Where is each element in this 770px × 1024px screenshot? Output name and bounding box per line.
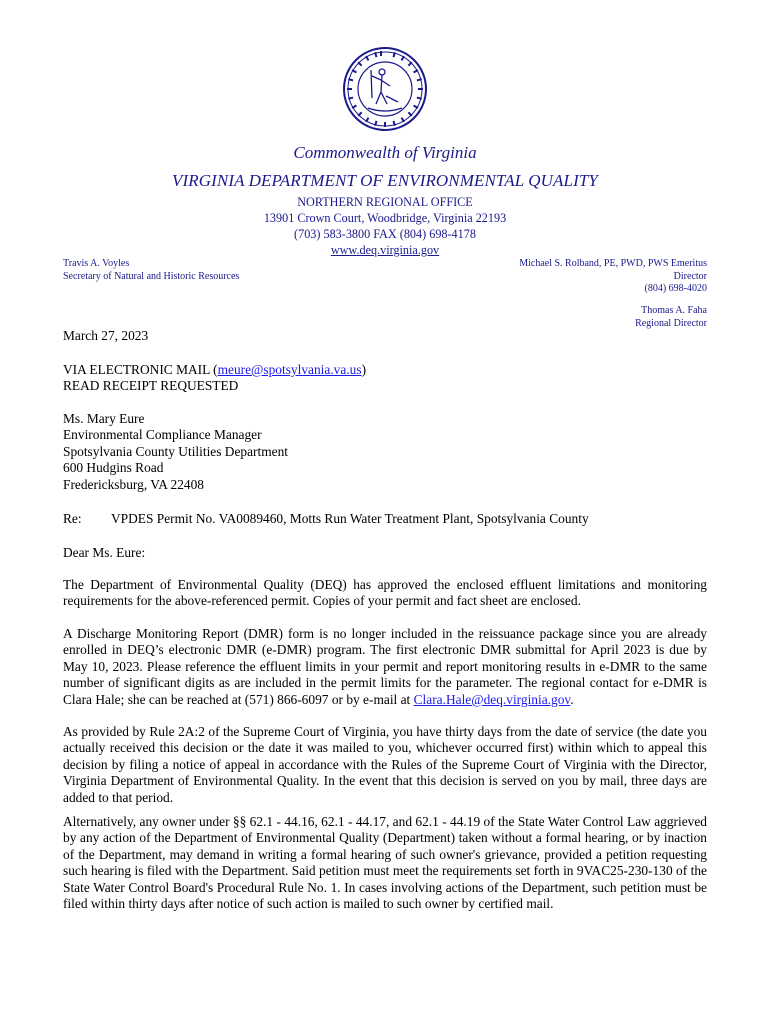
paragraph-appeal: As provided by Rule 2A:2 of the Supreme Court of Virginia, you have thirty days from the date of service (the date you actually received this decision or the date it was mailed to you, whichever occurred first) within which to appeal this decision by filing a notice of appeal in accordance with the Rules of the Supreme Court of Virginia with the Director, Virginia Department of Environmental Quality. In the event that this decision is served on you by mail, three days are added to that period. xyxy=(63,724,707,805)
regional-director-block xyxy=(635,305,707,330)
website-line xyxy=(0,243,770,258)
regional-director-name: Thomas A. Faha xyxy=(641,305,707,316)
delivery-method-block xyxy=(63,362,707,395)
paragraph-edmr-end: . xyxy=(570,691,574,707)
virginia-seal-icon xyxy=(342,46,428,132)
secretary-title: Secretary of Natural and Historic Resources xyxy=(63,270,240,282)
paragraph-approval: The Department of Environmental Quality (DEQ) has approved the enclosed effluent limitations and monitoring requirements for the above-referenced permit. Copies of your permit and fact sheet are enclosed. xyxy=(63,577,707,609)
salutation: Dear Ms. Eure: xyxy=(63,545,146,560)
subject-text: VPDES Permit No. VA0089460, Motts Run Water Treatment Plant, Spotsylvania County xyxy=(111,511,589,526)
via-electronic-mail-line xyxy=(63,362,707,378)
director-name: Michael S. Rolband, PE, PWD, PWS Emeritus xyxy=(519,258,707,269)
department-heading: VIRGINIA DEPARTMENT OF ENVIRONMENTAL QUALITY xyxy=(172,171,598,190)
regional-director-title: Regional Director xyxy=(635,317,707,329)
recipient-name: Ms. Mary Eure xyxy=(63,411,145,426)
regional-office-name: NORTHERN REGIONAL OFFICE xyxy=(297,195,473,209)
secretary-name: Travis A. Voyles xyxy=(63,258,130,269)
director-title: Director xyxy=(673,270,707,282)
recipient-email-link[interactable]: meure@spotsylvania.va.us xyxy=(217,362,362,377)
recipient-city: Fredericksburg, VA 22408 xyxy=(63,476,204,492)
contact-email-link[interactable]: Clara.Hale@deq.virginia.gov xyxy=(413,691,571,707)
recipient-title: Environmental Compliance Manager xyxy=(63,427,262,443)
read-receipt-line: READ RECEIPT REQUESTED xyxy=(63,378,239,394)
subject-label: Re: xyxy=(63,511,82,526)
director-phone: (804) 698-4020 xyxy=(644,283,707,294)
website-link[interactable]: www.deq.virginia.gov xyxy=(330,243,440,257)
commonwealth-heading: Commonwealth of Virginia xyxy=(293,143,477,162)
paragraph-hearing: Alternatively, any owner under §§ 62.1 - 44.16, 62.1 - 44.17, and 62.1 - 44.19 of the State Water Control Law aggrieved by any action of the Department of Environmental Quality (Department) taken without a formal hearing, or by inaction of the Department, may demand in writing a formal hearing of such owner's grievance, provided a petition requesting such hearing is filed with the Department. Said petition must meet the requirements set forth in 9VAC25-230-130 of the State Water Control Board's Procedural Rule No. 1. In cases involving actions of the Department, such petition must be filed within thirty days after notice of such action is mailed to such owner by certified mail. xyxy=(63,814,707,912)
paragraph-edmr xyxy=(63,626,707,708)
letter-date: March 27, 2023 xyxy=(63,328,149,343)
paragraph-edmr-text: A Discharge Monitoring Report (DMR) form is no longer included in the reissuance package since you are already enrolled in DEQ’s electronic DMR (e-DMR) program. The first electronic DMR submittal for April 2023 is due by May 10, 2023. Please reference the effluent limits in your permit and report monitoring results in e-DMR to the same number of significant digits as are included in the permit limits for the parameter. The regional contact for e-DMR is Clara Hale; she can be reached at (571) 866-6097 or by e-mail at xyxy=(63,626,707,707)
office-street-address: 13901 Crown Court, Woodbridge, Virginia 22193 xyxy=(263,211,507,225)
recipient-address-block xyxy=(63,411,707,493)
secretary-block xyxy=(63,258,239,283)
recipient-street: 600 Hudgins Road xyxy=(63,460,164,476)
subject-line xyxy=(63,511,707,527)
via-suffix: ) xyxy=(361,362,367,377)
recipient-organization: Spotsylvania County Utilities Department xyxy=(63,443,289,459)
via-prefix: VIA ELECTRONIC MAIL ( xyxy=(63,362,218,377)
director-block xyxy=(519,258,707,296)
office-phone-fax: (703) 583-3800 FAX (804) 698-4178 xyxy=(294,227,476,241)
